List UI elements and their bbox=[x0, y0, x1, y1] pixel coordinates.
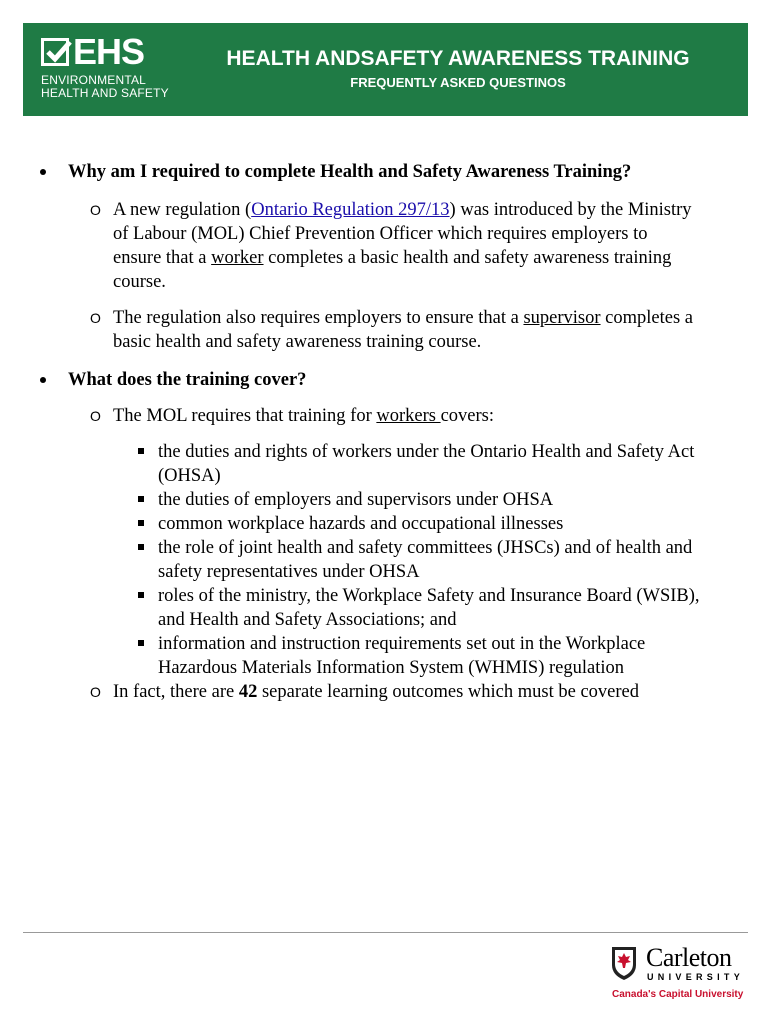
logo-line-2: HEALTH AND SAFETY bbox=[41, 86, 169, 100]
ehs-logo bbox=[41, 31, 169, 100]
logo-ehs-text: EHS bbox=[73, 31, 145, 72]
list-item-text: the role of joint health and safety committees (JHSCs) and of health and safety representatives under OHSA bbox=[158, 538, 693, 582]
footer-divider bbox=[23, 932, 748, 933]
answer-text: In fact, there are bbox=[113, 682, 239, 702]
question-1-text: Why am I required to complete Health and Safety Awareness Training? bbox=[68, 162, 632, 182]
header-banner bbox=[23, 23, 748, 116]
list-item-text: the duties of employers and supervisors under OHSA bbox=[158, 490, 554, 510]
square-bullet-icon bbox=[138, 496, 144, 502]
checkbox-icon bbox=[41, 38, 69, 66]
circle-bullet-icon: O bbox=[90, 202, 101, 218]
carleton-name: Carleton bbox=[646, 943, 732, 972]
list-item-text: roles of the ministry, the Workplace Safety and Insurance Board (WSIB), and Health and Safety Associations; and bbox=[158, 586, 700, 630]
workers-term: workers bbox=[376, 406, 441, 426]
carleton-tagline: Canada's Capital University bbox=[612, 989, 744, 1000]
list-item bbox=[40, 632, 700, 680]
answer-text: ) was introduced by the Ministry of Labour (MOL) Chief Prevention Officer which requires employers to ensure that a bbox=[113, 200, 692, 268]
page-title: HEALTH ANDSAFETY AWARENESS TRAINING bbox=[226, 47, 690, 70]
ontario-regulation-link[interactable]: Ontario Regulation 297/13 bbox=[251, 200, 450, 220]
supervisor-term: supervisor bbox=[523, 308, 601, 328]
square-bullet-icon bbox=[138, 592, 144, 598]
square-bullet-icon bbox=[138, 640, 144, 646]
list-item bbox=[40, 536, 700, 584]
circle-bullet-icon: O bbox=[90, 408, 101, 424]
answer-2-2 bbox=[40, 680, 700, 704]
list-item bbox=[40, 488, 700, 512]
crest-icon bbox=[610, 945, 638, 981]
worker-term: worker bbox=[211, 248, 264, 268]
list-item bbox=[40, 584, 700, 632]
answer-text: The MOL requires that training for bbox=[113, 406, 377, 426]
answer-text: completes a basic health and safety awareness training course. bbox=[113, 308, 694, 352]
list-item-text: common workplace hazards and occupational illnesses bbox=[158, 514, 564, 534]
question-2 bbox=[40, 368, 700, 392]
list-item-text: the duties and rights of workers under the Ontario Health and Safety Act (OHSA) bbox=[158, 442, 695, 486]
bullet-icon bbox=[40, 377, 46, 383]
page-subtitle: FREQUENTLY ASKED QUESTINOS bbox=[350, 75, 566, 90]
faq-content bbox=[40, 160, 700, 704]
square-bullet-icon bbox=[138, 448, 144, 454]
carleton-university-label: UNIVERSITY bbox=[647, 972, 745, 982]
square-bullet-icon bbox=[138, 520, 144, 526]
answer-text: covers: bbox=[440, 406, 495, 426]
outcome-count: 42 bbox=[238, 682, 258, 702]
answer-1-2 bbox=[40, 306, 700, 354]
question-1 bbox=[40, 160, 700, 184]
answer-1-1 bbox=[40, 198, 700, 294]
bullet-icon bbox=[40, 169, 46, 175]
square-bullet-icon bbox=[138, 544, 144, 550]
answer-text: separate learning outcomes which must be covered bbox=[257, 682, 640, 702]
list-item bbox=[40, 440, 700, 488]
list-item-text: information and instruction requirements set out in the Workplace Hazardous Materials Information System (WHMIS) regulation bbox=[158, 634, 646, 678]
logo-line-1: ENVIRONMENTAL bbox=[41, 73, 147, 87]
circle-bullet-icon: O bbox=[90, 684, 101, 700]
list-item bbox=[40, 512, 700, 536]
circle-bullet-icon: O bbox=[90, 310, 101, 326]
question-2-text: What does the training cover? bbox=[68, 370, 307, 390]
answer-text: A new regulation ( bbox=[113, 200, 252, 220]
answer-text: The regulation also requires employers to ensure that a bbox=[113, 308, 524, 328]
answer-text: completes a basic health and safety awareness training course. bbox=[113, 248, 672, 292]
answer-2-1 bbox=[40, 404, 700, 428]
